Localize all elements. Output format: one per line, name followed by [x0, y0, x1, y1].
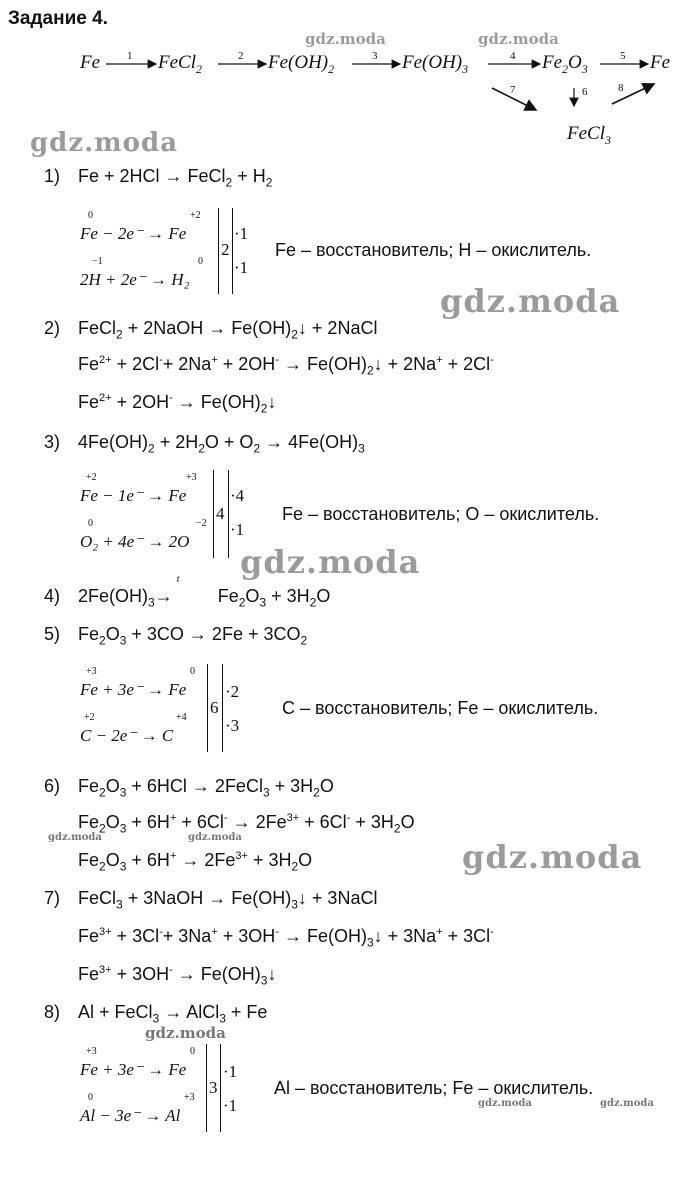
equation-5: $Fe_2O_3 + 3CO \to 2Fe + 3CO_2$: [78, 624, 308, 648]
equation-6-short: $Fe_2O_3 + 6H^+ \to 2Fe^{3+} + 3H_2O$: [78, 850, 313, 874]
balance-lcm: 2: [221, 240, 230, 259]
oxidation-state: +2: [190, 210, 201, 221]
balance-line: C − 2e⁻ → C: [80, 726, 174, 745]
arrow-label: 5: [620, 50, 626, 62]
balance-line: Fe − 1e⁻ → Fe: [80, 486, 187, 505]
chain-feoh3: $Fe(OH)_3$: [402, 52, 469, 76]
balance-line: Fe + 3e⁻ → Fe: [80, 1060, 187, 1079]
oxidation-state: +3: [184, 1092, 195, 1103]
watermark: gdz.moda: [30, 128, 179, 158]
item-number: 2): [44, 318, 61, 338]
watermark: gdz.moda: [240, 543, 421, 581]
equation-7-short: $Fe^{3+} + 3OH^-$ → $Fe(OH)_3↓$: [78, 964, 277, 988]
watermark: gdz.moda: [478, 1098, 532, 1109]
oxidation-state: 0: [88, 210, 93, 221]
balance-multiplier: ·1: [223, 1062, 238, 1081]
redox-note: Fe – восстановитель; H – окислитель.: [275, 240, 592, 260]
oxidation-state: 0: [88, 1092, 93, 1103]
watermark: gdz.moda: [188, 832, 242, 843]
item-number: 7): [44, 888, 61, 908]
item-number: 3): [44, 432, 61, 452]
balance-lcm: 3: [209, 1078, 218, 1097]
arrow-label: 6: [582, 86, 588, 98]
oxidation-state: +2: [86, 472, 97, 483]
watermark: gdz.moda: [440, 282, 621, 320]
balance-line: Al − 3e⁻ → Al: [80, 1106, 181, 1125]
item-number: 5): [44, 624, 61, 644]
oxidation-state: +3: [86, 666, 97, 677]
oxidation-state: 0: [198, 256, 203, 267]
arrow-label: 8: [618, 82, 624, 94]
redox-note: Al – восстановитель; Fe – окислитель.: [274, 1078, 594, 1098]
equation-1: Fe + 2HCl → FeCl$_2$ + $H_2$: [78, 166, 273, 190]
chain-fecl3: FeCl$_3$: [567, 123, 611, 147]
item-number: 6): [44, 776, 61, 796]
watermark: gdz.moda: [48, 832, 102, 843]
oxidation-state: 0: [190, 666, 195, 677]
chain-fe-end: Fe: [650, 52, 671, 73]
equation-3: $4Fe(OH)_2 + 2H_2O + O_2 \to 4Fe(OH)_3$: [78, 432, 365, 456]
watermark: gdz.moda: [462, 838, 643, 876]
balance-multiplier: ·1: [223, 1096, 238, 1115]
arrow-label: 2: [238, 50, 244, 62]
redox-note: C – восстановитель; Fe – окислитель.: [282, 698, 599, 718]
task-title: Задание 4.: [8, 8, 108, 29]
balance-line: Fe − 2e⁻ → Fe: [80, 224, 187, 243]
equation-2-ionic: $Fe^{2+} + 2Cl^-+ 2Na^+ + 2OH^-$ → $Fe(OH)_2↓ + 2Na^+ + 2Cl^-$: [78, 354, 494, 378]
oxidation-state: +4: [176, 712, 187, 723]
equation-6: $Fe_2O_3 + 6HCl$ → 2FeCl$_3$ + $3H_2O$: [78, 776, 334, 800]
chain-feoh2: $Fe(OH)_2$: [268, 52, 335, 76]
watermark: gdz.moda: [145, 1024, 226, 1042]
balance-line: Fe + 3e⁻ → Fe: [80, 680, 187, 699]
balance-multiplier: ·3: [225, 716, 240, 735]
oxidation-state: +3: [186, 472, 197, 483]
balance-line: 2H + 2e⁻ → H₂: [80, 270, 190, 289]
equation-6-ionic: $Fe_2O_3 + 6H^+ + 6Cl^- \to 2Fe^{3+} + 6Cl^- + 3H_2O$: [78, 812, 415, 836]
balance-multiplier: ·1: [230, 520, 245, 539]
chain-arrows: [0, 0, 691, 160]
watermark: gdz.moda: [600, 1098, 654, 1109]
balance-line: O₂ + 4e⁻ → 2O: [80, 532, 190, 551]
balance-multiplier: ·1: [234, 224, 249, 243]
oxidation-state: 0: [190, 1046, 195, 1057]
arrow-label: 3: [372, 50, 378, 62]
oxidation-state: +3: [86, 1046, 97, 1057]
equation-2: FeCl$_2$ + 2NaOH → $Fe(OH)_2↓$ + 2NaCl: [78, 318, 378, 342]
balance-lcm: 4: [216, 504, 225, 523]
watermark: gdz.moda: [478, 30, 559, 48]
equation-2-short: $Fe^{2+} + 2OH^-$ → $Fe(OH)_2↓$: [78, 392, 277, 416]
arrow-label: 4: [510, 50, 516, 62]
balance-lcm: 6: [210, 698, 219, 717]
watermark: gdz.moda: [305, 30, 386, 48]
redox-note: Fe – восстановитель; O – окислитель.: [282, 504, 600, 524]
chain-fe2o3: $Fe_2O_3$: [542, 52, 588, 76]
item-number: 8): [44, 1002, 61, 1022]
oxidation-state: 0: [88, 518, 93, 529]
item-number: 4): [44, 586, 61, 606]
arrow-label: 1: [127, 50, 133, 62]
equation-4: $2Fe(OH)_3$ t → $Fe_2O_3 + 3H_2O$: [78, 574, 331, 610]
balance-multiplier: ·4: [230, 486, 245, 505]
equation-7: FeCl$_3$ + 3NaOH → $Fe(OH)_3↓$ + 3NaCl: [78, 888, 378, 912]
oxidation-state: −2: [196, 518, 207, 529]
oxidation-state: +2: [84, 712, 95, 723]
balance-multiplier: ·1: [234, 258, 249, 277]
chain-fe: Fe: [80, 52, 101, 73]
equation-7-ionic: $Fe^{3+} + 3Cl^-+ 3Na^+ + 3OH^-$ → $Fe(OH)_3↓ + 3Na^+ + 3Cl^-$: [78, 926, 494, 950]
balance-multiplier: ·2: [225, 682, 240, 701]
oxidation-state: −1: [92, 256, 103, 267]
chain-fecl2: FeCl$_2$: [158, 52, 202, 76]
item-number: 1): [44, 166, 61, 186]
equation-8: Al + FeCl$_3$ → AlCl$_3$ + Fe: [78, 1002, 268, 1026]
arrow-label: 7: [510, 84, 516, 96]
